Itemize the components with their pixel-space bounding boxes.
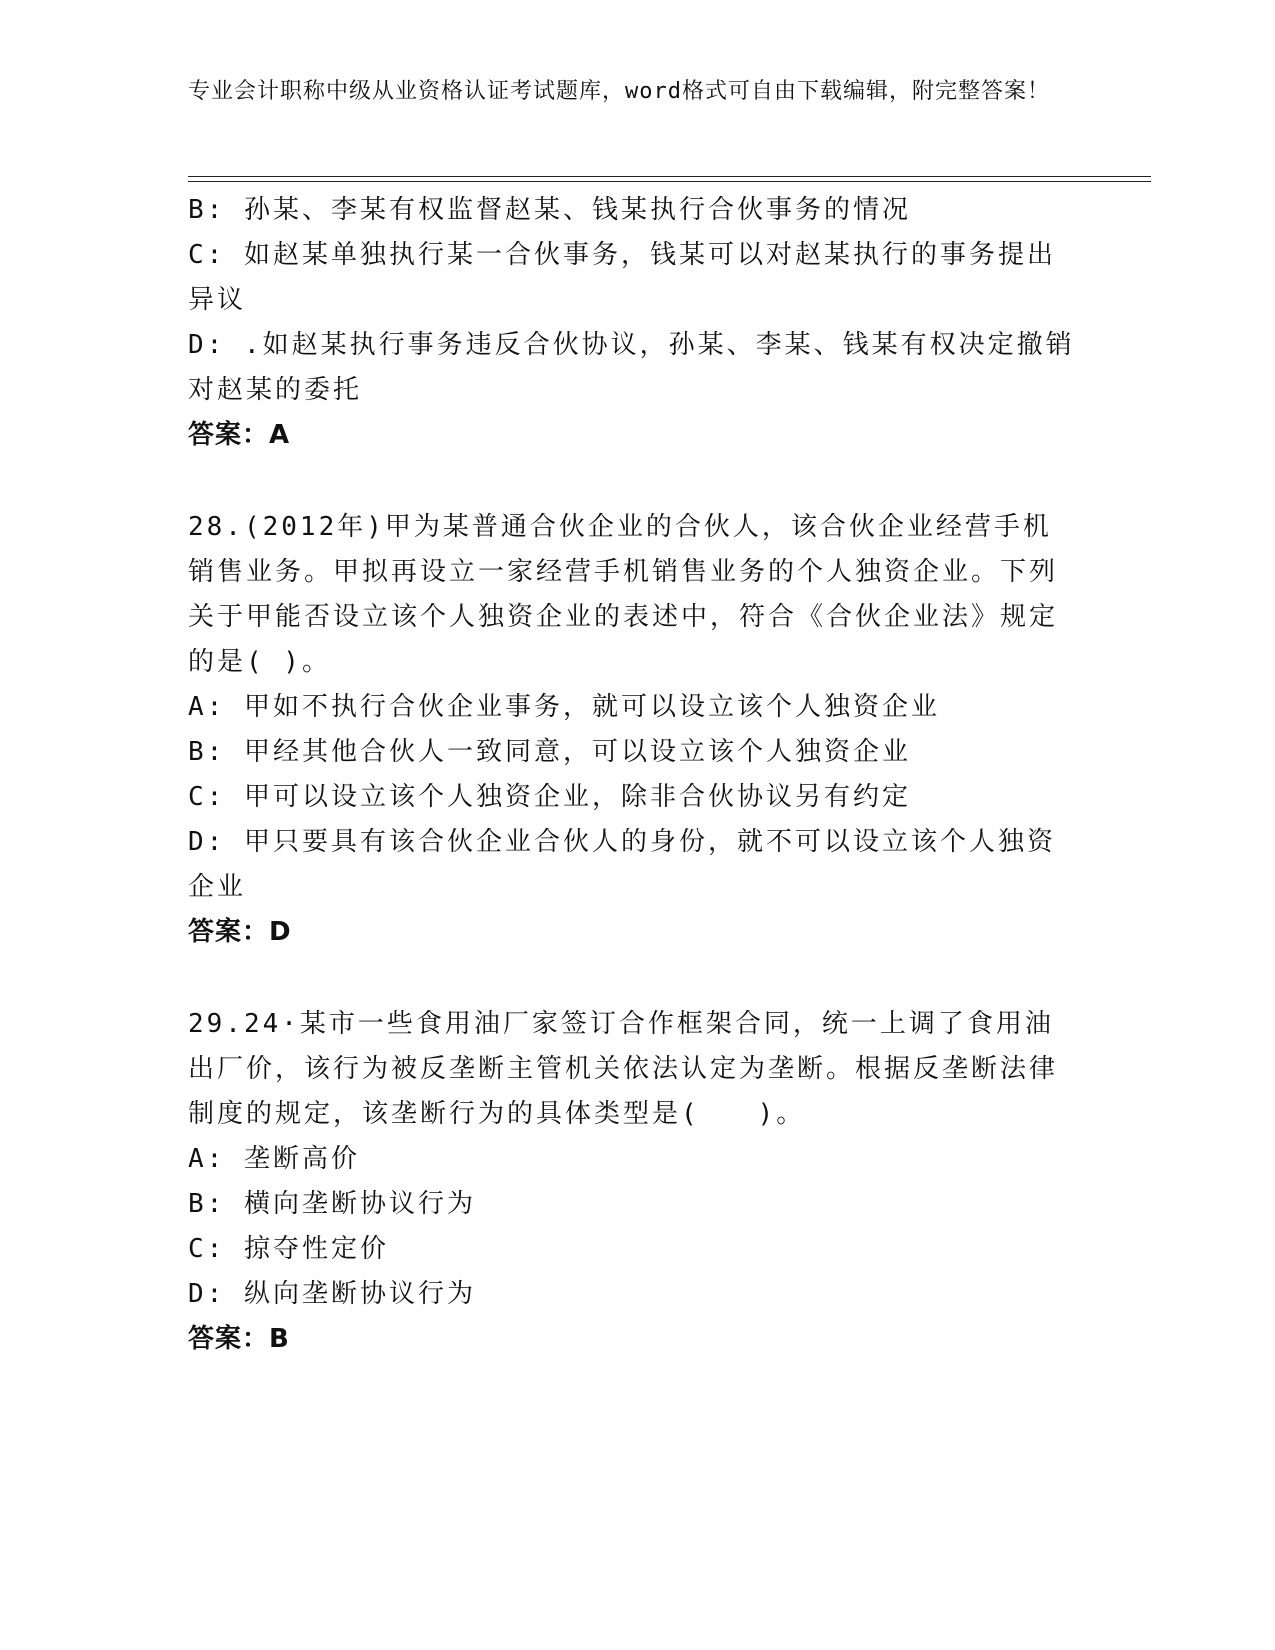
q27-option-b: B: 孙某、李某有权监督赵某、钱某执行合伙事务的情况 xyxy=(188,195,911,225)
q29-option-b: B: 横向垄断协议行为 xyxy=(188,1189,476,1219)
header-divider-top xyxy=(188,176,1151,177)
q27-answer: 答案：A xyxy=(188,420,291,450)
spacer xyxy=(188,955,1078,1002)
page-header: 专业会计职称中级从业资格认证考试题库，word格式可自由下载编辑，附完整答案！ xyxy=(188,79,1050,104)
q28-option-a: A: 甲如不执行合伙企业事务，就可以设立该个人独资企业 xyxy=(188,692,940,722)
q29-stem: 29.24·某市一些食用油厂家签订合作框架合同，统一上调了食用油出厂价，该行为被反垄断主管机关依法认定为垄断。根据反垄断法律制度的规定，该垄断行为的具体类型是( )。 xyxy=(188,1009,1059,1129)
q29-option-d: D: 纵向垄断协议行为 xyxy=(188,1279,476,1309)
question-content xyxy=(188,188,1078,1362)
q28-option-d: D: 甲只要具有该合伙企业合伙人的身份，就不可以设立该个人独资企业 xyxy=(188,827,1056,902)
spacer xyxy=(188,458,1078,505)
q29-option-a: A: 垄断高价 xyxy=(188,1144,360,1174)
q28-option-b: B: 甲经其他合伙人一致同意，可以设立该个人独资企业 xyxy=(188,737,911,767)
q27-option-c: C: 如赵某单独执行某一合伙事务，钱某可以对赵某执行的事务提出异议 xyxy=(188,240,1056,315)
q27-option-d: D: .如赵某执行事务违反合伙协议，孙某、李某、钱某有权决定撤销对赵某的委托 xyxy=(188,330,1075,405)
q28-answer: 答案：D xyxy=(188,917,292,947)
q29-answer: 答案：B xyxy=(188,1324,290,1354)
question-27-tail xyxy=(188,188,1078,458)
question-29 xyxy=(188,1002,1078,1362)
q28-option-c: C: 甲可以设立该个人独资企业，除非合伙协议另有约定 xyxy=(188,782,911,812)
q28-stem: 28.(2012年)甲为某普通合伙企业的合伙人，该合伙企业经营手机销售业务。甲拟再设立一家经营手机销售业务的个人独资企业。下列关于甲能否设立该个人独资企业的表述中，符合《合伙企业法》规定的是( )。 xyxy=(188,512,1059,677)
q29-option-c: C: 掠夺性定价 xyxy=(188,1234,389,1264)
header-divider-bottom xyxy=(188,181,1151,182)
question-28 xyxy=(188,505,1078,955)
